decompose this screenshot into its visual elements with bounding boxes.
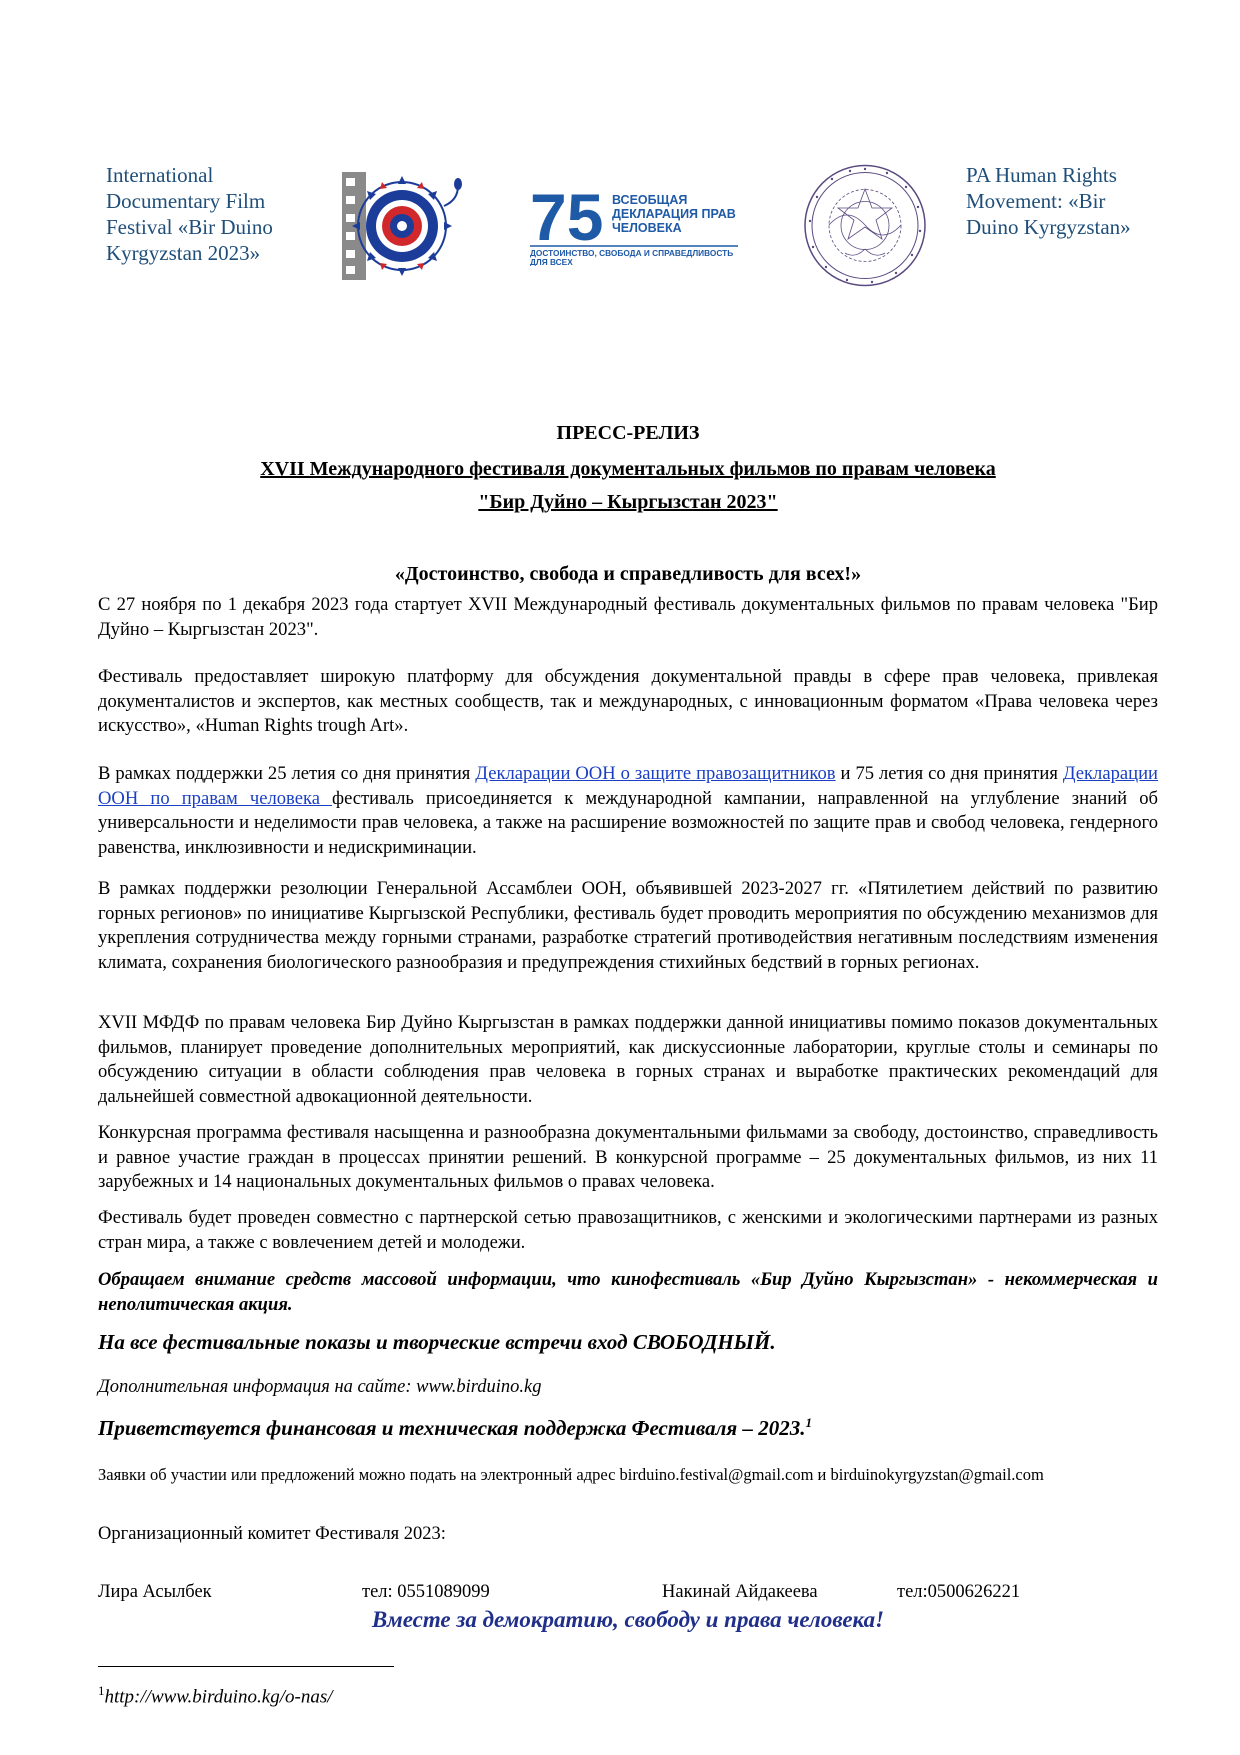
website-info: Дополнительная информация на сайте: www.birduino.kg <box>98 1377 542 1397</box>
link-udhr-declaration[interactable]: Декларации ООН по правам человека <box>98 763 1158 809</box>
paragraph-text: Фестиваль будет проведен совместно с партнерской сетью правозащитников, с женскими и экологическими партнерами из разных стран мира, а также с вовлечением детей и молодежи. <box>98 1207 1158 1253</box>
organization-name-line: PA Human Rights <box>966 163 1117 187</box>
organization-seal <box>802 163 928 288</box>
paragraph-media-notice <box>98 1268 1158 1317</box>
logo-75-footer: ДОСТОИНСТВО, СВОБОДА И СПРАВЕДЛИВОСТЬ <box>530 248 734 258</box>
paragraph-dates <box>98 593 1158 642</box>
organization-name-line: Duino Kyrgyzstan» <box>966 215 1131 239</box>
logo-75-text-line: ДЕКЛАРАЦИЯ ПРАВ <box>612 207 736 221</box>
festival-motto: «Достоинство, свобода и справедливость для всех!» <box>394 563 862 585</box>
support-text: Приветствуется финансовая и техническая поддержка Фестиваля – 2023. <box>98 1416 806 1440</box>
paragraph-mountain-regions <box>98 877 1158 975</box>
footnote-url[interactable]: http://www.birduino.kg/o-nas/ <box>104 1686 333 1708</box>
link-hrd-declaration[interactable]: Декларации ООН о защите правозащитников <box>475 763 836 784</box>
paragraph-partners <box>98 1206 1158 1255</box>
contact-phone: тел: 0551089099 <box>362 1582 490 1602</box>
logo-75-text-line: ЧЕЛОВЕКА <box>612 221 682 235</box>
text-run: и 75 летия со дня принятия <box>835 763 1063 784</box>
footnote-number: 1 <box>98 1683 105 1698</box>
paragraph-text: С 27 ноября по 1 декабря 2023 года стартует XVII Международный фестиваль документальных фильмов по правам человека "Бир Дуйно – Кыргызстан 2023". <box>98 594 1158 640</box>
footnote-separator <box>98 1666 394 1667</box>
paragraph-competition <box>98 1121 1158 1195</box>
festival-title: XVII Международного фестиваля документальных фильмов по правам человека <box>260 458 996 480</box>
paragraph-declarations <box>98 762 1158 860</box>
paragraph-text: В рамках поддержки резолюции Генеральной Ассамблеи ООН, объявившей 2023-2027 гг. «Пятилетием действий по развитию горных регионов» по инициативе Кыргызской Республики, фестиваль будет проводить мероприятия по обсуждению механизмов для укрепления сотрудничества между горными странами, разработке стратегий противодействия негативным последствиям изменения климата, сохранения биологического разнообразия и предупреждения стихийных бедствий в горных регионах. <box>98 878 1158 973</box>
organization-name-block <box>966 162 1166 240</box>
contact-name: Лира Асылбек <box>98 1582 212 1602</box>
logo-75-text-line: ВСЕОБЩАЯ <box>612 193 688 207</box>
festival-name-block <box>106 162 306 266</box>
paragraph-text: Конкурсная программа фестиваля насыщенна и разнообразна документальными фильмами за свободу, достоинство, справедливость и равное участие граждан в процессах принятии решений. В конкурсной программе – 25 документальных фильмов, из них 11 зарубежных и 14 национальных документальных фильмов о правах человека. <box>98 1122 1158 1192</box>
footnote <box>98 1683 333 1708</box>
organization-name-line: Movement: «Bir <box>966 189 1106 213</box>
paragraph-text: Фестиваль предоставляет широкую платформу для обсуждения документальной правды в сфере прав человека, привлекая документалистов и экспертов, как местных сообществ, так и международных, с инновационным форматом «Права человека через искусство», «Human Rights trough Art». <box>98 666 1158 736</box>
festival-name-line: Kyrgyzstan 2023» <box>106 241 261 265</box>
contact-name: Накинай Айдакеева <box>662 1582 818 1602</box>
festival-subtitle: "Бир Дуйно – Кыргызстан 2023" <box>478 491 778 513</box>
festival-name-line: Documentary Film <box>106 189 266 213</box>
text-run: фестиваль присоединяется к международной кампании, направленной на углубление знаний об универсальности и неделимости прав человека, а также на расширение возможностей по защите прав и свобод человека, гендерного равенства, инклюзивности и недискриминации. <box>98 787 1158 858</box>
contact-phone: тел:0500626221 <box>897 1582 1021 1602</box>
paragraph-events <box>98 1011 1158 1109</box>
closing-slogan: Вместе за демократию, свободу и права человека! <box>371 1607 885 1632</box>
festival-name-line: Festival «Bir Duino <box>106 215 273 239</box>
support-notice <box>98 1415 812 1441</box>
festival-logo <box>340 170 465 282</box>
text-run: В рамках поддержки 25 летия со дня принятия <box>98 763 476 784</box>
paragraph-text <box>98 762 1158 860</box>
footnote-reference[interactable]: 1 <box>805 1415 812 1430</box>
organizing-committee-label: Организационный комитет Фестиваля 2023: <box>98 1524 446 1544</box>
paragraph-platform <box>98 665 1158 739</box>
logo-75-number: 75 <box>530 180 604 254</box>
application-info: Заявки об участии или предложений можно подать на электронный адрес birduino.festival@gmail.com и birduinokyrgyzstan@gmail.com <box>98 1465 1044 1484</box>
paragraph-text: Обращаем внимание средств массовой информации, что кинофестиваль «Бир Дуйно Кыргызстан» - некоммерческая и неполитическая акция. <box>98 1269 1158 1315</box>
free-entry-notice: На все фестивальные показы и творческие встречи вход СВОБОДНЫЙ. <box>98 1330 776 1354</box>
logo-75-footer: ДЛЯ ВСЕХ <box>530 257 573 266</box>
udhr-75-logo <box>530 180 750 266</box>
paragraph-text: XVII МФДФ по правам человека Бир Дуйно Кыргызстан в рамках поддержки данной инициативы помимо показов документальных фильмов, планирует проведение дополнительных мероприятий, как дискуссионные лаборатории, круглые столы и семинары по обсуждению ситуации в области соблюдения прав человека в горных странах и выработке практических рекомендаций для дальнейшей совместной адвокационной деятельности. <box>98 1012 1158 1107</box>
press-release-title: ПРЕСС-РЕЛИЗ <box>556 422 700 444</box>
festival-name-line: International <box>106 163 214 187</box>
